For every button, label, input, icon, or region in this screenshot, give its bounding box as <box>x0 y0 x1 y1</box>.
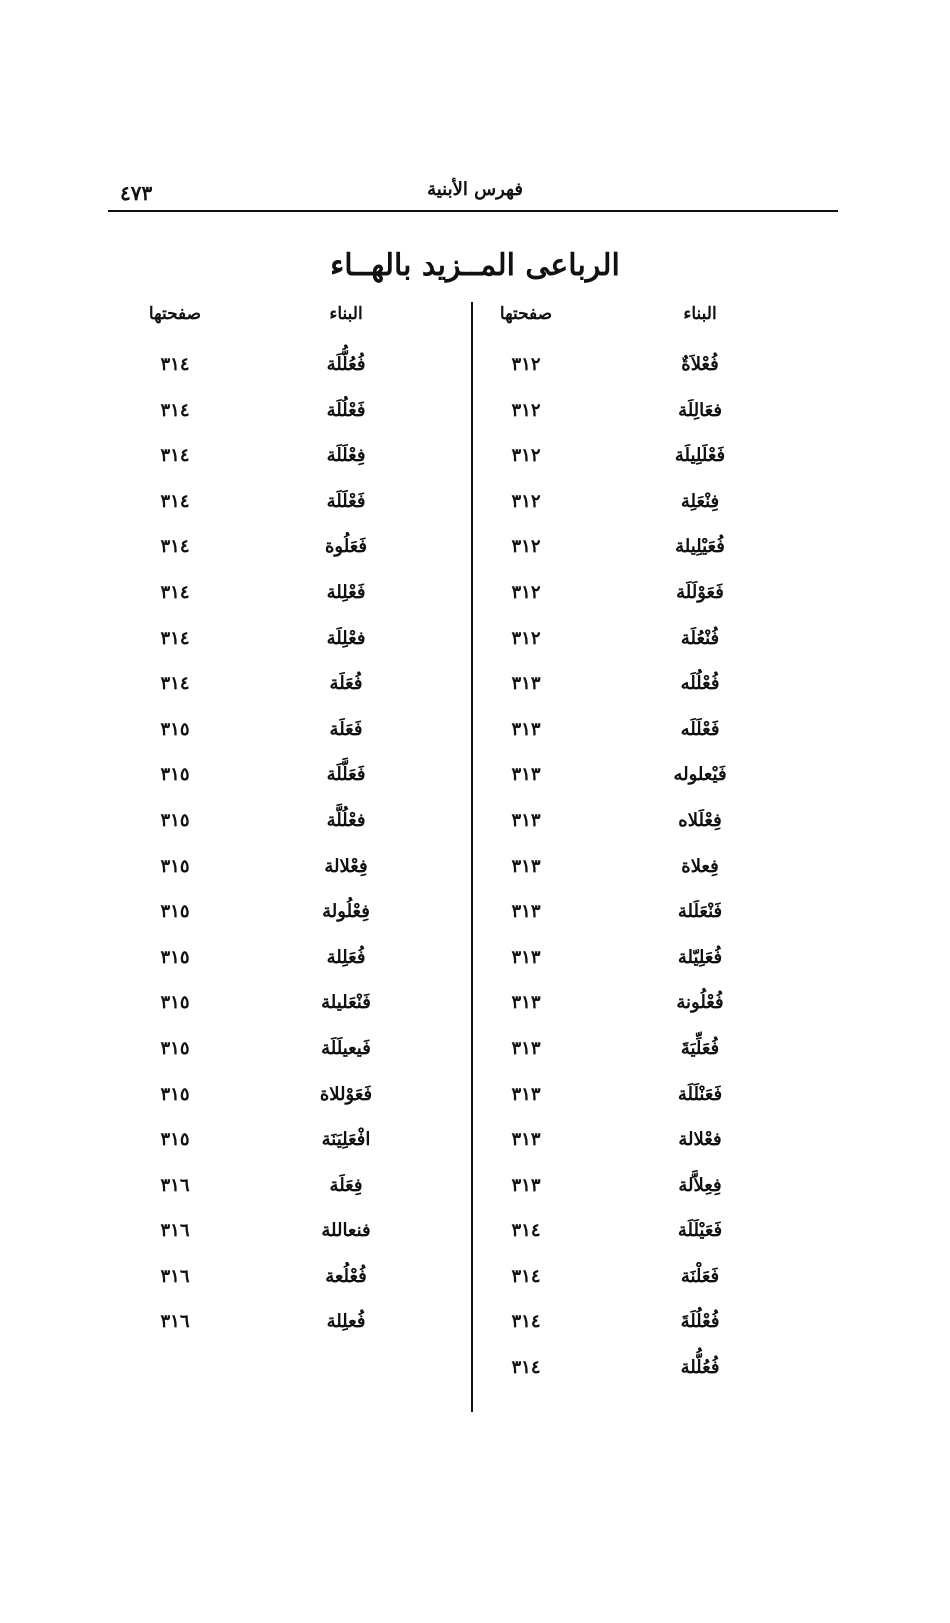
list-item <box>0 628 950 674</box>
pattern-cell: فَعْلَلَة <box>326 490 366 512</box>
page-cell: ٣١٣ <box>511 673 541 695</box>
pattern-cell: فِعْلالة <box>324 855 368 877</box>
page-cell: ٣١٤ <box>160 536 190 558</box>
page-cell: ٣١٣ <box>511 718 541 740</box>
list-item <box>0 901 950 947</box>
pattern-cell: فَيعيلَلَة <box>321 1037 371 1059</box>
pattern-cell: فُعَيْلِيلة <box>675 536 725 558</box>
page-cell: ٣١٦ <box>160 1220 190 1242</box>
pattern-cell: فَعَوْللاة <box>319 1083 373 1105</box>
section-title: الرباعى المــزيد بالهــاء <box>330 248 620 283</box>
pattern-cell: فَيْعلوله <box>673 764 727 786</box>
pattern-cell: فُعْلُلَه <box>680 673 720 695</box>
pattern-cell: فعْلالة <box>678 1129 722 1151</box>
page-cell: ٣١٣ <box>511 809 541 831</box>
right-pattern-header: البناء <box>683 304 717 324</box>
page-cell: ٣١٤ <box>160 581 190 603</box>
list-item <box>0 1038 950 1084</box>
pattern-cell: فنعاللة <box>321 1220 371 1242</box>
list-item <box>0 1084 950 1130</box>
left-pattern-header: البناء <box>329 304 363 324</box>
list-item <box>0 1129 950 1175</box>
header-rule <box>108 210 838 212</box>
pattern-cell: فعَالِلَة <box>678 399 722 421</box>
pattern-cell: فَعَيْلَلَة <box>677 1220 723 1242</box>
list-item <box>0 354 950 400</box>
pattern-cell: فُعَلَة <box>329 673 363 695</box>
pattern-cell: فِعَلَة <box>329 1174 363 1196</box>
pattern-cell: فَعْلِلة <box>326 581 366 603</box>
pattern-cell: فَعَلَّلَة <box>326 764 366 786</box>
page-cell: ٣١٥ <box>160 1037 190 1059</box>
page-cell: ٣١٥ <box>160 992 190 1014</box>
page-cell: ٣١٢ <box>511 399 541 421</box>
page-cell: ٣١٤ <box>160 490 190 512</box>
pattern-cell: فَنْعَليلة <box>321 992 371 1014</box>
pattern-cell: فُعلِلة <box>326 1311 366 1333</box>
page-cell: ٣١٤ <box>511 1265 541 1287</box>
page-cell: ٣١٥ <box>160 855 190 877</box>
pattern-cell: فُعْلاَةٌ <box>681 354 719 375</box>
list-item <box>0 810 950 856</box>
page-cell: ٣١٤ <box>160 354 190 375</box>
page-cell: ٣١٢ <box>511 581 541 603</box>
page-cell: ٣١٥ <box>160 764 190 786</box>
list-item <box>0 764 950 810</box>
right-page-header: صفحتها <box>499 304 553 324</box>
page-cell: ٣١٦ <box>160 1265 190 1287</box>
page-cell: ٣١٣ <box>511 901 541 923</box>
page-cell: ٣١٤ <box>511 1311 541 1333</box>
page-cell: ٣١٣ <box>511 946 541 968</box>
page-cell: ٣١٤ <box>511 1357 541 1379</box>
list-item <box>0 536 950 582</box>
pattern-cell: فُعْلُونة <box>676 992 724 1014</box>
list-item <box>0 719 950 765</box>
page-cell: ٣١٤ <box>160 673 190 695</box>
page-cell: ٣١٢ <box>511 627 541 649</box>
pattern-cell: فِعْلَلاه <box>678 809 722 831</box>
pattern-cell: فُعَلِيّلة <box>677 946 723 968</box>
page-cell: ٣١٤ <box>511 1220 541 1242</box>
pattern-cell: فَعْلَلَه <box>680 718 720 740</box>
list-item <box>0 491 950 537</box>
list-item <box>0 856 950 902</box>
page-cell: ٣١٣ <box>511 1129 541 1151</box>
pattern-cell: افْعَلِيَنَة <box>321 1129 371 1151</box>
pattern-cell: فِعلاة <box>681 855 719 877</box>
list-item <box>0 582 950 628</box>
page-cell: ٣١٥ <box>160 718 190 740</box>
pattern-cell: فعْلِلَة <box>326 627 366 649</box>
list-item <box>0 1357 950 1403</box>
pattern-cell: فِعِلاَّلة <box>678 1174 722 1196</box>
page-cell: ٣١٤ <box>160 399 190 421</box>
pattern-cell: فُعُلُّلة <box>680 1357 720 1379</box>
page-cell: ٣١٥ <box>160 901 190 923</box>
pattern-cell: فِعْلُولة <box>322 901 370 923</box>
page-cell: ٣١٥ <box>160 1083 190 1105</box>
list-item <box>0 1220 950 1266</box>
page-cell: ٣١٤ <box>160 627 190 649</box>
page-cell: ٣١٥ <box>160 1129 190 1151</box>
page-cell: ٣١٤ <box>160 445 190 467</box>
page-cell: ٣١٣ <box>511 992 541 1014</box>
page-cell: ٣١٥ <box>160 946 190 968</box>
page-cell: ٣١٢ <box>511 354 541 375</box>
page-cell: ٣١٣ <box>511 1037 541 1059</box>
pattern-cell: فَعْلَلِيلَة <box>674 445 726 467</box>
pattern-cell: فُعْلُعة <box>325 1265 367 1287</box>
pattern-cell: فُعُلُّلَة <box>326 354 366 375</box>
page-cell: ٣١٣ <box>511 855 541 877</box>
page-cell: ٣١٣ <box>511 1083 541 1105</box>
page-cell: ٣١٢ <box>511 536 541 558</box>
pattern-cell: فَعَوْلَلَة <box>676 581 724 603</box>
page-cell: ٣١٣ <box>511 764 541 786</box>
page-cell: ٣١٢ <box>511 445 541 467</box>
list-item <box>0 400 950 446</box>
pattern-cell: فَعْلُلَة <box>326 399 366 421</box>
pattern-cell: فَعَلْنَة <box>680 1265 720 1287</box>
list-item <box>0 1175 950 1221</box>
list-item <box>0 1311 950 1357</box>
pattern-cell: فُعَلِّيَةَ <box>680 1037 720 1059</box>
pattern-cell: فِنْعَلِة <box>680 490 720 512</box>
page-cell: ٣١٦ <box>160 1311 190 1333</box>
pattern-cell: فِعْلَلَة <box>326 445 366 467</box>
page-cell: ٣١٥ <box>160 809 190 831</box>
pattern-cell: فَعَنْلَلَة <box>677 1083 723 1105</box>
pattern-cell: فُعْلُلَةَ <box>680 1311 720 1333</box>
running-title: فهرس الأبنية <box>427 179 523 200</box>
pattern-cell: فَعَلُوة <box>325 536 367 558</box>
list-item <box>0 947 950 993</box>
page-cell: ٣١٦ <box>160 1174 190 1196</box>
page-cell: ٣١٣ <box>511 1174 541 1196</box>
left-column <box>0 354 950 1357</box>
list-item <box>0 673 950 719</box>
pattern-cell: فعْلُلَّة <box>326 809 366 831</box>
pattern-cell: فُنْعُلَة <box>680 627 720 649</box>
list-item <box>0 1266 950 1312</box>
page-number: ٤٧٣ <box>120 181 153 205</box>
pattern-cell: فَعَلَة <box>329 718 363 740</box>
page-cell: ٣١٢ <box>511 490 541 512</box>
list-item <box>0 992 950 1038</box>
pattern-cell: فُعَلِلة <box>326 946 366 968</box>
pattern-cell: فَنْعَلَلة <box>677 901 723 923</box>
list-item <box>0 445 950 491</box>
left-page-header: صفحتها <box>148 304 202 324</box>
